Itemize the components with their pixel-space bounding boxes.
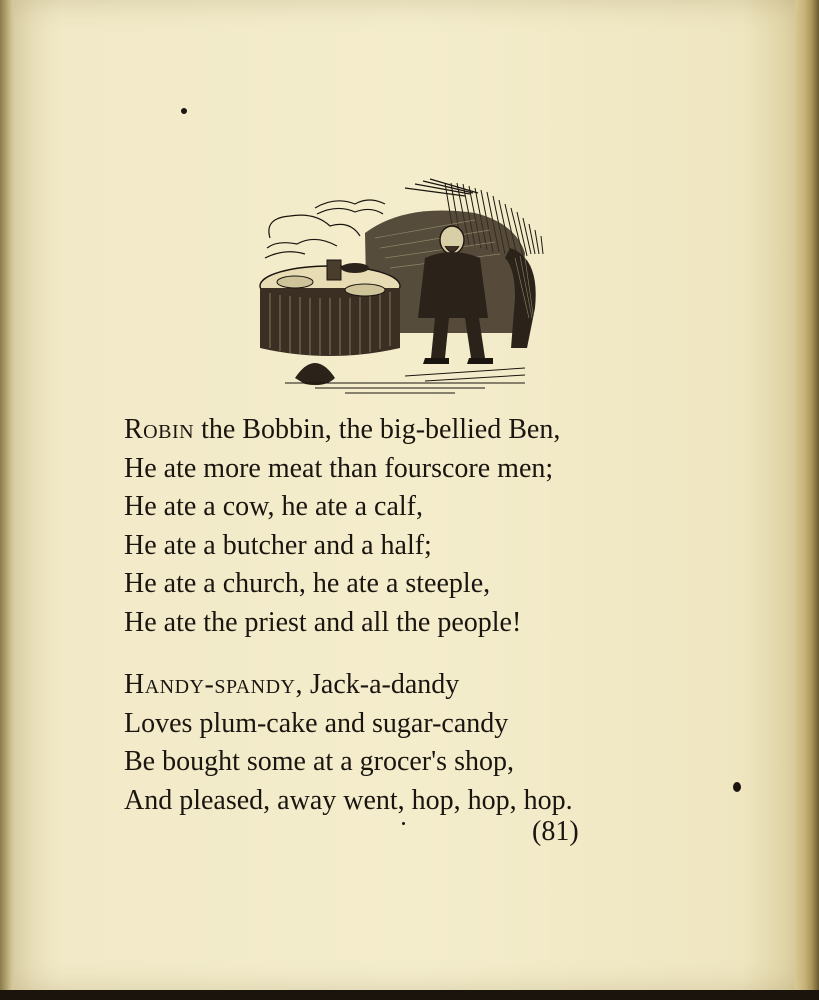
verse-line: He ate the priest and all the people! (124, 606, 522, 638)
verse-line: Loves plum-cake and sugar-candy (124, 707, 509, 739)
verse-opening-word: Handy-spandy, (124, 669, 304, 700)
verse-line: He ate more meat than fourscore men; (124, 452, 554, 484)
page-number: (81) (532, 816, 579, 847)
verse-opening-word: Robin (124, 414, 195, 445)
verse-robin-the-bobbin (124, 411, 684, 642)
engraving-man-eating-at-table-icon (255, 178, 585, 398)
ink-speck (402, 822, 405, 825)
verse-line: Be bought some at a grocer's shop, (124, 746, 514, 777)
page-right-edge (795, 0, 819, 1000)
verse-line: He ate a butcher and a half; (124, 529, 432, 561)
verse-line: Handy-spandy, Jack-a-dandy (124, 669, 460, 700)
ink-speck (733, 782, 741, 792)
page-bottom-edge (0, 990, 819, 1000)
verse-handy-spandy (124, 666, 684, 820)
ink-speck (181, 108, 187, 114)
verse-line: Robin the Bobbin, the big-bellied Ben, (124, 414, 561, 445)
verse-line: He ate a cow, he ate a calf, (124, 491, 423, 522)
verse-line: And pleased, away went, hop, hop, hop. (124, 784, 573, 816)
verse-line: He ate a church, he ate a steeple, (124, 568, 491, 599)
